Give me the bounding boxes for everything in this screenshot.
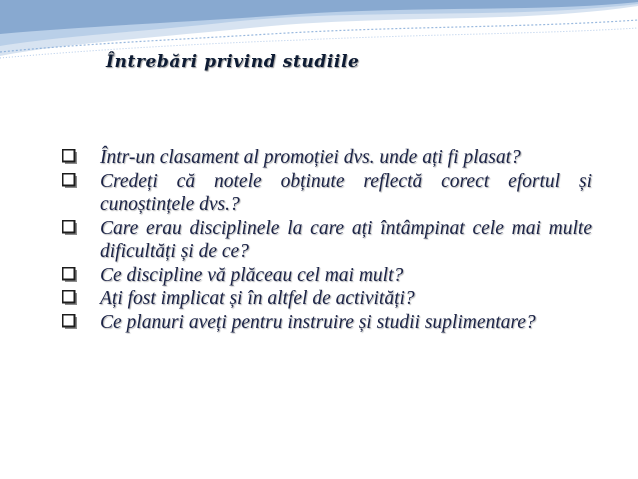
list-item	[62, 217, 592, 264]
square-checkbox-bullet-icon	[62, 220, 78, 236]
question-list	[62, 146, 592, 334]
square-checkbox-bullet-icon	[62, 173, 78, 189]
list-item-text: Credeți că notele obținute reflectă corect efortul și cunoștințele dvs.?	[100, 170, 592, 215]
list-item	[62, 170, 592, 217]
list-item	[62, 287, 592, 311]
square-checkbox-bullet-icon	[62, 267, 78, 283]
list-item-text: Ați fost implicat și în altfel de activități?	[100, 288, 415, 309]
list-item-text: Ce discipline vă plăceau cel mai mult?	[100, 264, 404, 286]
list-item	[62, 311, 592, 335]
list-item	[62, 264, 592, 288]
list-item-text: Ce planuri aveți pentru instruire și studii suplimentare?	[100, 311, 536, 333]
list-item	[62, 146, 592, 170]
square-checkbox-bullet-icon	[62, 290, 78, 306]
list-item-text: Care erau disciplinele la care ați întâmpinat cele mai multe dificultăți și de ce?	[100, 217, 592, 262]
slide-title: Întrebări privind studiile	[106, 52, 360, 72]
square-checkbox-bullet-icon	[62, 149, 78, 165]
square-checkbox-bullet-icon	[62, 314, 78, 330]
list-item-text: Într-un clasament al promoției dvs. unde ați fi plasat?	[100, 147, 521, 168]
